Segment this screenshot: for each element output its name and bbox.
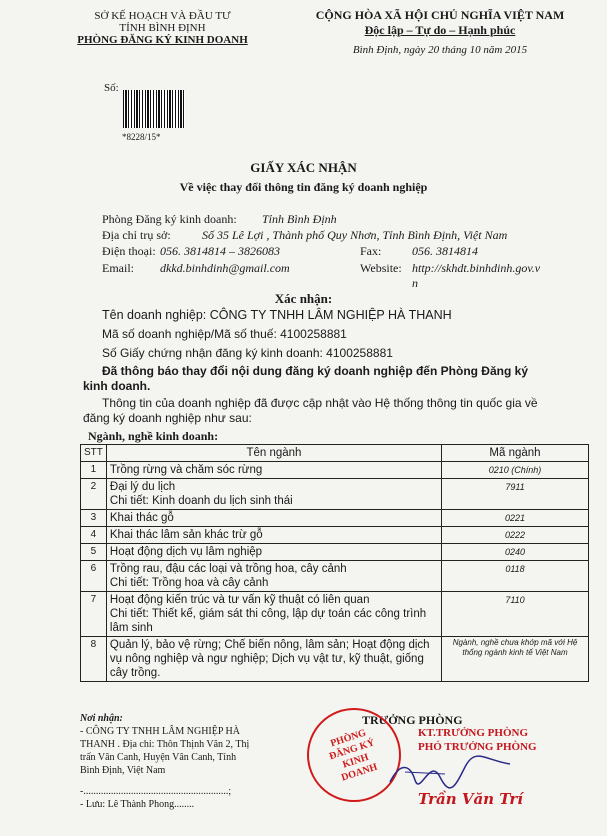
row-name bbox=[106, 561, 441, 592]
table-row bbox=[81, 561, 589, 592]
national-title: CỘNG HÒA XÃ HỘI CHỦ NGHĨA VIỆT NAM bbox=[315, 8, 565, 22]
email-label: Email: bbox=[102, 261, 134, 275]
recipient-line: -..........................................................; bbox=[80, 786, 232, 797]
row-name-line: Khai thác gỗ bbox=[109, 512, 174, 524]
industries-table-wrap bbox=[80, 444, 589, 682]
address-value: Số 35 Lê Lợi , Thành phố Quy Nhơn, Tỉnh Bình Định, Việt Nam bbox=[202, 228, 508, 242]
row-stt: 3 bbox=[81, 510, 107, 527]
row-name-line: Khai thác lâm sản khác trừ gỗ bbox=[109, 529, 263, 541]
industries-table bbox=[80, 444, 589, 682]
issuer-province: TỈNH BÌNH ĐỊNH bbox=[119, 22, 206, 34]
recipient-line: Bình Định, Việt Nam bbox=[80, 765, 166, 776]
confirm-heading: Xác nhận: bbox=[274, 291, 333, 306]
barcode-image bbox=[123, 90, 185, 128]
row-code: Ngành, nghề chưa khớp mã với Hệ thống ngành kinh tế Việt Nam bbox=[442, 637, 589, 682]
issuer-office: PHÒNG ĐĂNG KÝ KINH DOANH bbox=[77, 34, 248, 46]
certificate-number: Số Giấy chứng nhận đăng ký kinh doanh: 4100258881 bbox=[102, 346, 393, 360]
national-header bbox=[290, 8, 590, 56]
document-title: GIẤY XÁC NHẬN bbox=[250, 160, 357, 175]
row-code: 7110 bbox=[442, 592, 589, 637]
signer-title: TRƯỞNG PHÒNG bbox=[362, 713, 463, 727]
table-row bbox=[81, 462, 589, 479]
row-code: 0118 bbox=[442, 561, 589, 592]
recipient-line: trấn Vân Canh, Huyện Vân Canh, Tỉnh bbox=[80, 752, 237, 763]
recipients-block bbox=[80, 712, 310, 811]
office-name-label: Phòng Đăng ký kinh doanh: bbox=[102, 212, 237, 226]
company-name: Tên doanh nghiệp: CÔNG TY TNHH LÂM NGHIỆP HÀ THANH bbox=[102, 308, 452, 322]
recipient-line: - CÔNG TY TNHH LÂM NGHIỆP HÀ bbox=[80, 726, 240, 737]
info-line-1: Thông tin của doanh nghiệp đã được cập nhật vào Hệ thống thông tin quốc gia về bbox=[102, 396, 538, 410]
industries-heading: Ngành, nghề kinh doanh: bbox=[88, 429, 219, 443]
row-code: 0222 bbox=[442, 527, 589, 544]
notice-line-2: kinh doanh. bbox=[83, 379, 151, 393]
row-name-line: Quản lý, bảo vệ rừng; Chế biến nông, lâm sản; Hoạt động dịch bbox=[109, 639, 430, 651]
deputy-stamp bbox=[418, 726, 537, 754]
row-name-line: Trồng rừng và chăm sóc rừng bbox=[109, 464, 263, 476]
row-name-line: Hoạt động dịch vụ lâm nghiệp bbox=[109, 546, 263, 558]
issuer-dept: SỞ KẾ HOẠCH VÀ ĐẦU TƯ bbox=[94, 10, 231, 22]
document-subtitle: Về việc thay đổi thông tin đăng ký doanh nghiệp bbox=[179, 180, 428, 194]
row-stt: 5 bbox=[81, 544, 107, 561]
table-row bbox=[81, 592, 589, 637]
signer-name: Trần Văn Trí bbox=[418, 790, 523, 808]
row-stt: 8 bbox=[81, 637, 107, 682]
row-name bbox=[106, 637, 441, 682]
tax-code: Mã số doanh nghiệp/Mã số thuế: 4100258881 bbox=[102, 327, 347, 341]
seal-text: PHÒNG ĐĂNG KÝ KINH DOANH bbox=[327, 727, 379, 784]
row-stt: 4 bbox=[81, 527, 107, 544]
col-stt: STT bbox=[81, 445, 107, 462]
recipient-line: - Lưu: Lê Thành Phong........ bbox=[80, 799, 195, 810]
website-value: http://skhdt.binhdinh.gov.v bbox=[412, 261, 541, 275]
row-name-line: cây trồng. bbox=[109, 667, 161, 679]
table-row bbox=[81, 479, 589, 510]
phone-label: Điện thoại: bbox=[102, 244, 156, 258]
stamp-line-2: PHÓ TRƯỞNG PHÒNG bbox=[418, 741, 537, 753]
row-name-line: Chi tiết: Trồng hoa và cây cảnh bbox=[109, 577, 269, 589]
row-name-line: Đại lý du lịch bbox=[109, 481, 176, 493]
phone-value: 056. 3814814 – 3826083 bbox=[160, 244, 280, 258]
row-name bbox=[106, 510, 441, 527]
table-row bbox=[81, 544, 589, 561]
row-code: 0240 bbox=[442, 544, 589, 561]
row-stt: 6 bbox=[81, 561, 107, 592]
barcode-number: *8228/15* bbox=[122, 132, 161, 142]
info-line-2: đăng ký doanh nghiệp như sau: bbox=[83, 411, 252, 425]
signature-scribble bbox=[385, 752, 515, 792]
notice-line-1: Đã thông báo thay đổi nội dung đăng ký doanh nghiệp đến Phòng Đăng ký bbox=[102, 364, 528, 378]
website-label: Website: bbox=[360, 261, 402, 275]
office-name-value: Tỉnh Bình Định bbox=[262, 212, 337, 226]
row-stt: 1 bbox=[81, 462, 107, 479]
table-row bbox=[81, 637, 589, 682]
row-code: 7911 bbox=[442, 479, 589, 510]
row-stt: 2 bbox=[81, 479, 107, 510]
issue-date: Bình Định, ngày 20 tháng 10 năm 2015 bbox=[352, 44, 528, 56]
number-label: Số: bbox=[104, 82, 119, 94]
address-label: Địa chỉ trụ sở: bbox=[102, 228, 171, 242]
fax-value: 056. 3814814 bbox=[412, 244, 478, 258]
row-code: 0221 bbox=[442, 510, 589, 527]
row-name-line: lâm sinh bbox=[109, 622, 153, 634]
row-name bbox=[106, 527, 441, 544]
row-name bbox=[106, 544, 441, 561]
recipients-heading: Nơi nhận: bbox=[80, 713, 123, 724]
row-name-line: Chi tiết: Thiết kế, giám sát thi công, lập dự toán các công trình bbox=[109, 608, 427, 620]
row-name bbox=[106, 479, 441, 510]
row-name bbox=[106, 462, 441, 479]
email-value: dkkd.binhdinh@gmail.com bbox=[160, 261, 290, 275]
fax-label: Fax: bbox=[360, 244, 382, 258]
issuer-block bbox=[70, 10, 255, 46]
industries-table-body bbox=[81, 462, 589, 682]
row-code: 0210 (Chính) bbox=[442, 462, 589, 479]
row-name-line: Trồng rau, đậu các loại và trồng hoa, cây cảnh bbox=[109, 563, 347, 575]
table-row bbox=[81, 510, 589, 527]
row-name-line: Hoạt động kiến trúc và tư vấn kỹ thuật có liên quan bbox=[109, 594, 370, 606]
row-name bbox=[106, 592, 441, 637]
table-header-row bbox=[81, 445, 589, 462]
col-name: Tên ngành bbox=[106, 445, 441, 462]
row-name-line: Chi tiết: Kinh doanh du lịch sinh thái bbox=[109, 495, 293, 507]
recipient-line: THANH . Địa chỉ: Thôn Thịnh Văn 2, Thị bbox=[80, 739, 250, 750]
national-motto: Độc lập – Tự do – Hạnh phúc bbox=[364, 23, 516, 37]
website-value-wrap: n bbox=[412, 276, 418, 290]
stamp-line-1: KT.TRƯỞNG PHÒNG bbox=[418, 727, 528, 739]
row-name-line: vụ nông nghiệp và ngư nghiệp; Dịch vụ vật tư, kỹ thuật, giống bbox=[109, 653, 424, 665]
table-row bbox=[81, 527, 589, 544]
col-code: Mã ngành bbox=[442, 445, 589, 462]
row-stt: 7 bbox=[81, 592, 107, 637]
